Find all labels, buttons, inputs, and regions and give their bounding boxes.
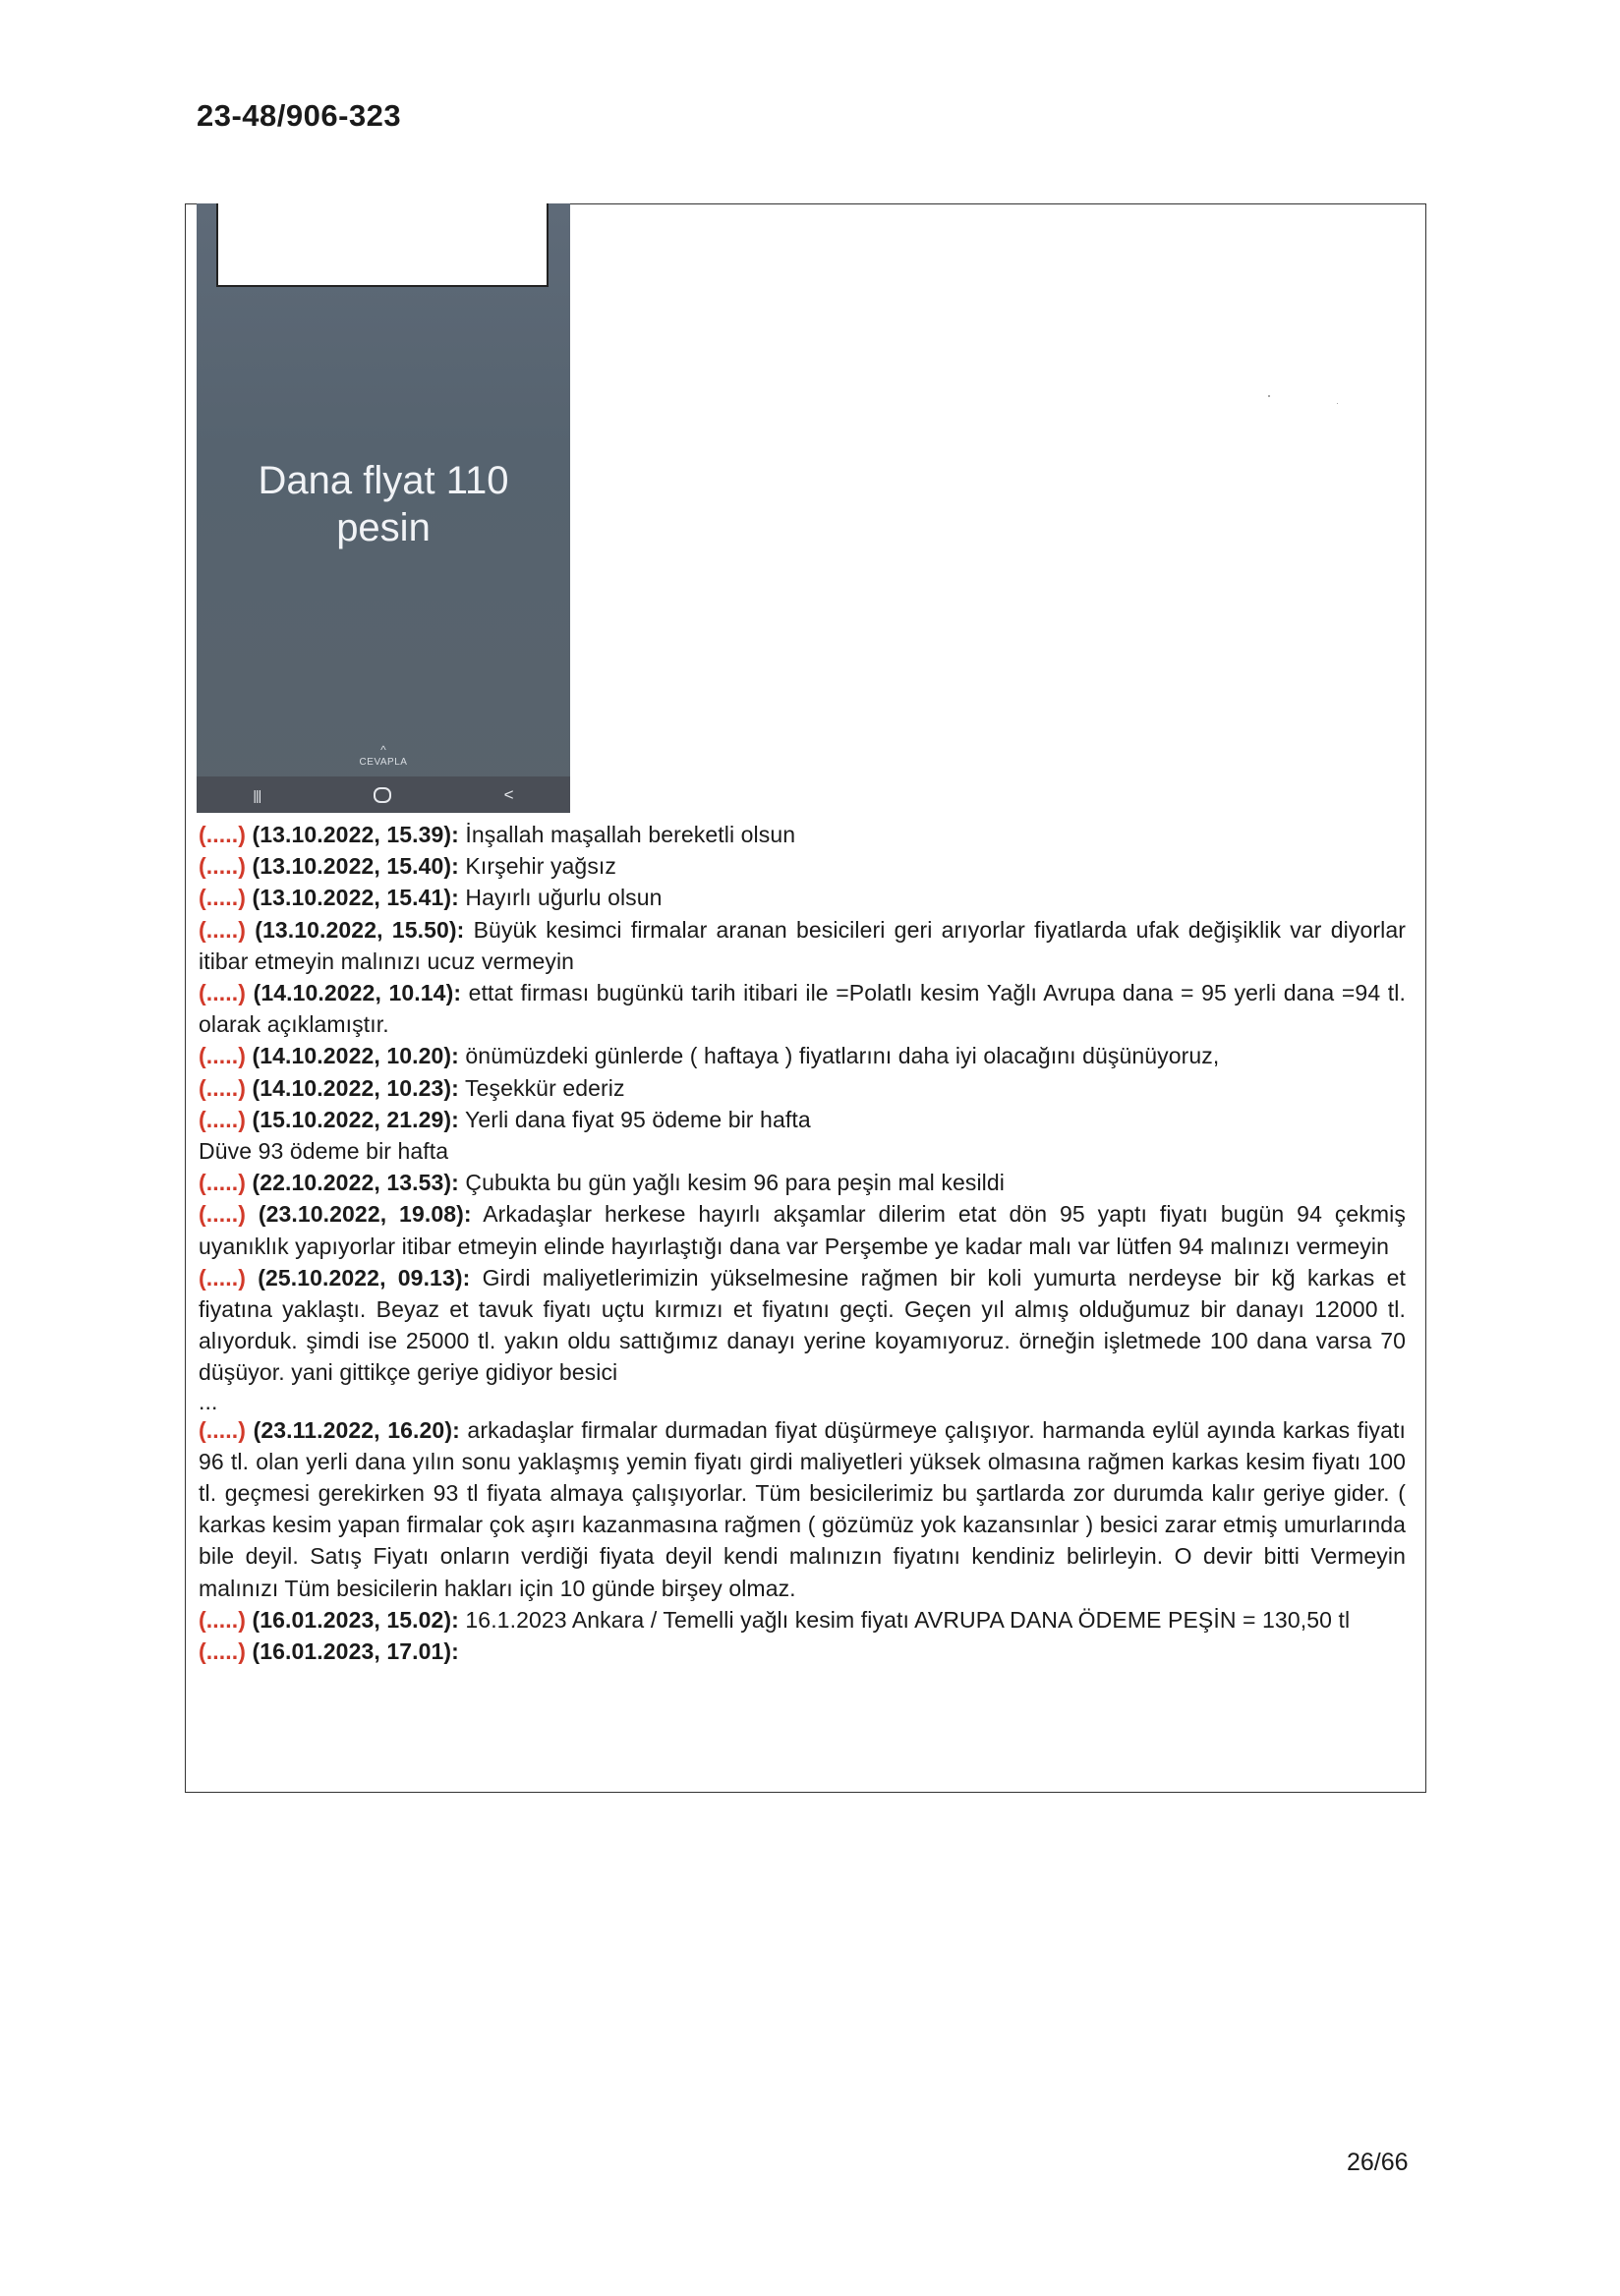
redacted-sender: (.....) — [199, 1201, 246, 1228]
redacted-sender: (.....) — [199, 1106, 246, 1132]
message-text: Hayırlı uğurlu olsun — [458, 885, 663, 911]
message-entry — [199, 1414, 1406, 1604]
message-timestamp: (14.10.2022, 10.14): — [253, 980, 462, 1006]
message-text: İnşallah maşallah bereketli olsun — [458, 822, 796, 847]
message-text: önümüzdeki günlerde ( haftaya ) fiyatlarını daha iyi olacağını düşünüyoruz, — [458, 1043, 1220, 1069]
redacted-sender: (.....) — [199, 916, 246, 943]
message-timestamp: (14.10.2022, 10.23): — [252, 1074, 459, 1101]
redacted-sender: (.....) — [199, 1170, 246, 1196]
back-icon: < — [503, 784, 514, 804]
message-log — [199, 819, 1406, 1667]
redacted-sender: (.....) — [199, 1638, 246, 1665]
home-icon — [374, 787, 391, 803]
redacted-sender: (.....) — [199, 1606, 246, 1633]
message-entry — [199, 882, 1406, 913]
message-text: ettat firması bugünkü tarih itibari ile =Polatlı kesim Yağlı Avrupa dana = 95 yerli dana =94 tl. olarak açıklamıştır. — [199, 980, 1406, 1038]
message-entry — [199, 914, 1406, 977]
scan-speck — [1337, 403, 1338, 404]
message-text: Büyük kesimci firmalar aranan besicileri geri arıyorlar fiyatlarda ufak değişiklik var diyorlar itibar etmeyin malınızı ucuz vermeyin — [199, 916, 1406, 974]
message-timestamp: (15.10.2022, 21.29): — [252, 1106, 459, 1132]
message-text: 16.1.2023 Ankara / Temelli yağlı kesim fiyatı AVRUPA DANA ÖDEME PEŞİN = 130,50 tl — [458, 1606, 1351, 1633]
message-timestamp: (25.10.2022, 09.13): — [258, 1264, 471, 1291]
message-entry — [199, 850, 1406, 882]
message-timestamp: (22.10.2022, 13.53): — [252, 1170, 459, 1196]
redacted-sender: (.....) — [199, 1416, 246, 1443]
redacted-sender: (.....) — [199, 1074, 246, 1101]
message-entry — [199, 1636, 1406, 1667]
message-text: Teşekkür ederiz — [458, 1074, 625, 1101]
message-timestamp: (13.10.2022, 15.39): — [252, 822, 459, 847]
message-text: Girdi maliyetlerimizin yükselmesine rağmen bir koli yumurta nerdeyse bir kğ karkas et fiyatına yaklaştı. Beyaz et tavuk fiyatı uçtu kırmızı et fiyatını geçti. Geçen yıl almış olduğumuz bir danayı 12000 tl. alıyorduk. şimdi ise 25000 tl. yakın oldu sattığımız danayı yerine koyamıyoruz. örneğin işletmede 100 dana varsa 70 düşüyor. yani gittikçe geriye gidiyor besici — [199, 1264, 1406, 1386]
phone-message-line: pesin — [336, 506, 431, 549]
message-text: arkadaşlar firmalar durmadan fiyat düşürmeye çalışıyor. harmanda eylül ayında karkas fiyatı 96 tl. olan yerli dana yılın sonu yaklaşmış yemin fiyatı girdi maliyetleri yüksek olmasına rağmen karkas kesim fiyatı 100 tl. geçmesi gerekirken 93 tl fiyata almaya çalışıyorlar. Tüm besicilerimiz bu şartlarda zor durumda kalır geriye gider. ( karkas kesim yapan firmalar çok aşırı kazanmasına rağmen ( gözümüz yok kazansınlar ) besici zarar etmiş umurlarında bile deyil. Satış Fiyatı onların verdiği fiyata deyil kendi malınızın fiyatını kendiniz belirleyin. O devir bitti Vermeyin malınızı Tüm besicilerin hakları için 10 günde birşey olmaz. — [199, 1416, 1406, 1601]
message-timestamp: (23.11.2022, 16.20): — [253, 1416, 460, 1443]
message-timestamp: (14.10.2022, 10.20): — [252, 1043, 459, 1069]
redacted-notification-box — [216, 203, 549, 287]
scan-speck — [1268, 395, 1270, 397]
page-number: 26/66 — [1347, 2149, 1409, 2176]
message-entry — [199, 1198, 1406, 1261]
chevron-up-icon: ^ — [380, 743, 386, 757]
document-id: 23-48/906-323 — [197, 98, 402, 133]
message-timestamp: (13.10.2022, 15.40): — [252, 853, 459, 880]
message-text: Çubukta bu gün yağlı kesim 96 para peşin mal kesildi — [458, 1170, 1005, 1196]
android-nav-bar — [197, 776, 570, 813]
redacted-sender: (.....) — [199, 1043, 246, 1069]
message-text: Kırşehir yağsız — [458, 853, 617, 880]
redacted-sender: (.....) — [199, 1264, 246, 1291]
message-timestamp: (13.10.2022, 15.41): — [252, 885, 459, 911]
phone-screenshot — [197, 203, 570, 813]
message-text: Yerli dana fiyat 95 ödeme bir hafta — [458, 1106, 811, 1132]
message-entry — [199, 1040, 1406, 1071]
redacted-sender: (.....) — [199, 853, 246, 880]
message-entry — [199, 819, 1406, 850]
redacted-sender: (.....) — [199, 980, 246, 1006]
message-timestamp: (23.10.2022, 19.08): — [258, 1201, 472, 1228]
message-entry — [199, 1104, 1406, 1167]
message-timestamp: (16.01.2023, 15.02): — [252, 1606, 459, 1633]
redacted-sender: (.....) — [199, 822, 246, 847]
message-entry — [199, 1604, 1406, 1636]
message-entry — [199, 977, 1406, 1040]
message-text: Arkadaşlar herkese hayırlı akşamlar dilerim etat dön 95 yaptı fiyatı bugün 94 çekmiş uyanıklık yapıyorlar itibar etmeyin elinde hayırlaştığı dana var Perşembe ye kadar malı var lütfen 94 malınızı vermeyin — [199, 1201, 1406, 1259]
reply-label: CEVAPLA — [359, 757, 408, 768]
omission-marker: ... — [199, 1388, 218, 1414]
message-entry — [199, 1072, 1406, 1104]
message-text-continued: Düve 93 ödeme bir hafta — [199, 1138, 449, 1165]
phone-message-line: Dana flyat 110 — [258, 459, 509, 502]
redacted-sender: (.....) — [199, 885, 246, 911]
recent-apps-icon: ||| — [253, 786, 261, 803]
message-entry — [199, 1262, 1406, 1389]
message-entry — [199, 1167, 1406, 1198]
message-timestamp: (16.01.2023, 17.01): — [252, 1638, 459, 1665]
phone-message — [197, 457, 570, 551]
message-timestamp: (13.10.2022, 15.50): — [255, 916, 465, 943]
